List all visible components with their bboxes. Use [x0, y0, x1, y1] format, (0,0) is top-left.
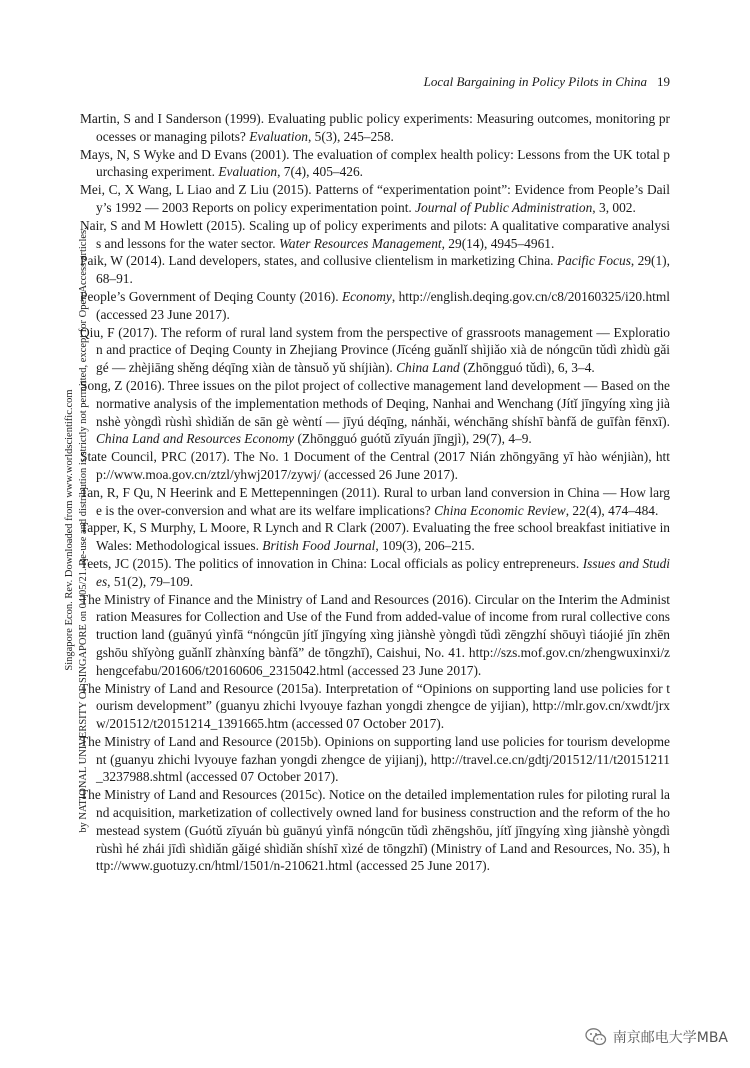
reference-entry: Mei, C, X Wang, L Liao and Z Liu (2015). Patterns of “experimentation point”: Evidence from People’s Daily’s 1992 — 2003 Reports on policy experimentation point. Journal of Public Administration, 3, 002. [80, 182, 670, 215]
reference-entry: The Ministry of Land and Resource (2015a). Interpretation of “Opinions on supporting land use policies for tourism development” (guanyu zhichi lvyouye fazhan yongdi zhengce de yijian), http://mlr.gov.cn/xwdt/jrxw/201512/t20151214_1391665.htm (accessed 07 October 2017). [80, 680, 670, 732]
download-notice-line2: by NATIONAL UNIVERSITY OF SINGAPORE on 04/05/21. Re-use and distribution is strictly not permitted, except for Open Access articles. [78, 227, 89, 833]
reference-entry: People’s Government of Deqing County (2016). Economy, http://english.deqing.gov.cn/c8/20160325/i20.html (accessed 23 June 2017). [80, 288, 671, 322]
reference-entry: Paik, W (2014). Land developers, states, and collusive clientelism in marketizing China. Pacific Focus, 29(1), 68–91. [80, 253, 670, 287]
download-notice-line1: Singapore Econ. Rev. Downloaded from www.worldscientific.com [64, 389, 75, 671]
reference-entry: Nair, S and M Howlett (2015). Scaling up of policy experiments and pilots: A qualitative comparative analysis and lessons for the water sector. Water Resources Management, 29(14), 4945–4961. [80, 217, 670, 251]
reference-entry: Mays, N, S Wyke and D Evans (2001). The evaluation of complex health policy: Lessons from the UK total purchasing experiment. Evaluation, 7(4), 405–426. [80, 146, 670, 180]
watermark [585, 1027, 728, 1047]
reference-entry: The Ministry of Finance and the Ministry of Land and Resources (2016). Circular on the Interim the Administration Measures for Collection and Use of the Fund from added-value of income from rural collective construction land (guānyú yìnfā “nóngcūn jítǐ jīngyíng xìng jiànshè yòngdì tǔdì zēngzhí shōuyì tiáojié jīn zhēngshōu shǐyòng guǎnlǐ zhànxíng bànfǎ” de tōngzhī), Caishui, No. 41. http://szs.mof.gov.cn/zhengwuxinxi/zhengcefabu/201606/t20160606_2315042.html (accessed 23 June 2017). [80, 591, 670, 678]
reference-entry: Teets, JC (2015). The politics of innovation in China: Local officials as policy entrepreneurs. Issues and Studies, 51(2), 79–109. [80, 555, 670, 589]
reference-entry: Tan, R, F Qu, N Heerink and E Mettepenningen (2011). Rural to urban land conversion in China — How large is the over-conversion and what are its welfare implications? China Economic Review, 22(4), 474–484. [80, 484, 670, 518]
reference-list [80, 110, 670, 875]
wechat-icon [585, 1027, 607, 1047]
running-title: Local Bargaining in Policy Pilots in China [423, 74, 647, 89]
reference-entry: Tapper, K, S Murphy, L Moore, R Lynch and R Clark (2007). Evaluating the free school breakfast initiative in Wales: Methodological issues. British Food Journal, 109(3), 206–215. [80, 520, 670, 554]
reference-entry: State Council, PRC (2017). The No. 1 Document of the Central (2017 Nián zhōngyāng yī hào wénjiàn), http://www.moa.gov.cn/ztzl/yhwj2017/zywj/ (accessed 26 June 2017). [80, 449, 670, 482]
reference-entry: Song, Z (2016). Three issues on the pilot project of collective management land development — Based on the normative analysis of the implementation methods of Deqing, Nanhai and Wenchang (Jítǐ jīngyíng xìng jiànshè yòngdì rùshì shìdiǎn de sān gè wèntí — jīyú déqīng, nánhǎi, wénchāng shíshī bànfǎ de guīfàn fēnxī). China Land and Resources Economy (Zhōngguó guótǔ zīyuán jīngjì), 29(7), 4–9. [80, 377, 670, 447]
running-head [80, 74, 670, 90]
page-number: 19 [657, 74, 670, 89]
reference-entry: Martin, S and I Sanderson (1999). Evaluating public policy experiments: Measuring outcomes, monitoring processes or managing pilots? Evaluation, 5(3), 245–258. [80, 111, 670, 144]
reference-entry: Qiu, F (2017). The reform of rural land system from the perspective of grassroots management — Exploration and practice of Deqing County in Zhejiang Province (Jīcéng guǎnlǐ shìjiǎo xià de nóngcūn tǔdì zhìdù gǎigé — zhèjiāng shěng déqīng xiàn de tànsuǒ yǔ shíjiàn). China Land (Zhōngguó tǔdì), 6, 3–4. [80, 324, 670, 376]
watermark-text: 南京邮电大学MBA [612, 1030, 728, 1046]
reference-entry: The Ministry of Land and Resource (2015b). Opinions on supporting land use policies for tourism development (guanyu zhichi lvyouye fazhan yongdi zhengce de yijianj), http://travel.ce.cn/gdtj/201512/11/t20151211_3237988.shtml (accessed 07 October 2017). [80, 733, 670, 785]
reference-entry: The Ministry of Land and Resources (2015c). Notice on the detailed implementation rules for piloting rural land acquisition, marketization of collectively owned land for business construction and the reform of the homestead system (Guótǔ zīyuán bù guānyú yìnfā nóngcūn tǔdì zhēngshōu, jítǐ jīngyíng xìng jiànshè yòngdì rùshì hé zhái jīdì shìdiǎn gǎigé shìdiǎn shíshī xìzé de tōngzhī) (Ministry of Land and Resources, No. 35), http://www.guotuzy.cn/html/1501/n-210621.html (accessed 25 June 2017). [80, 787, 670, 874]
